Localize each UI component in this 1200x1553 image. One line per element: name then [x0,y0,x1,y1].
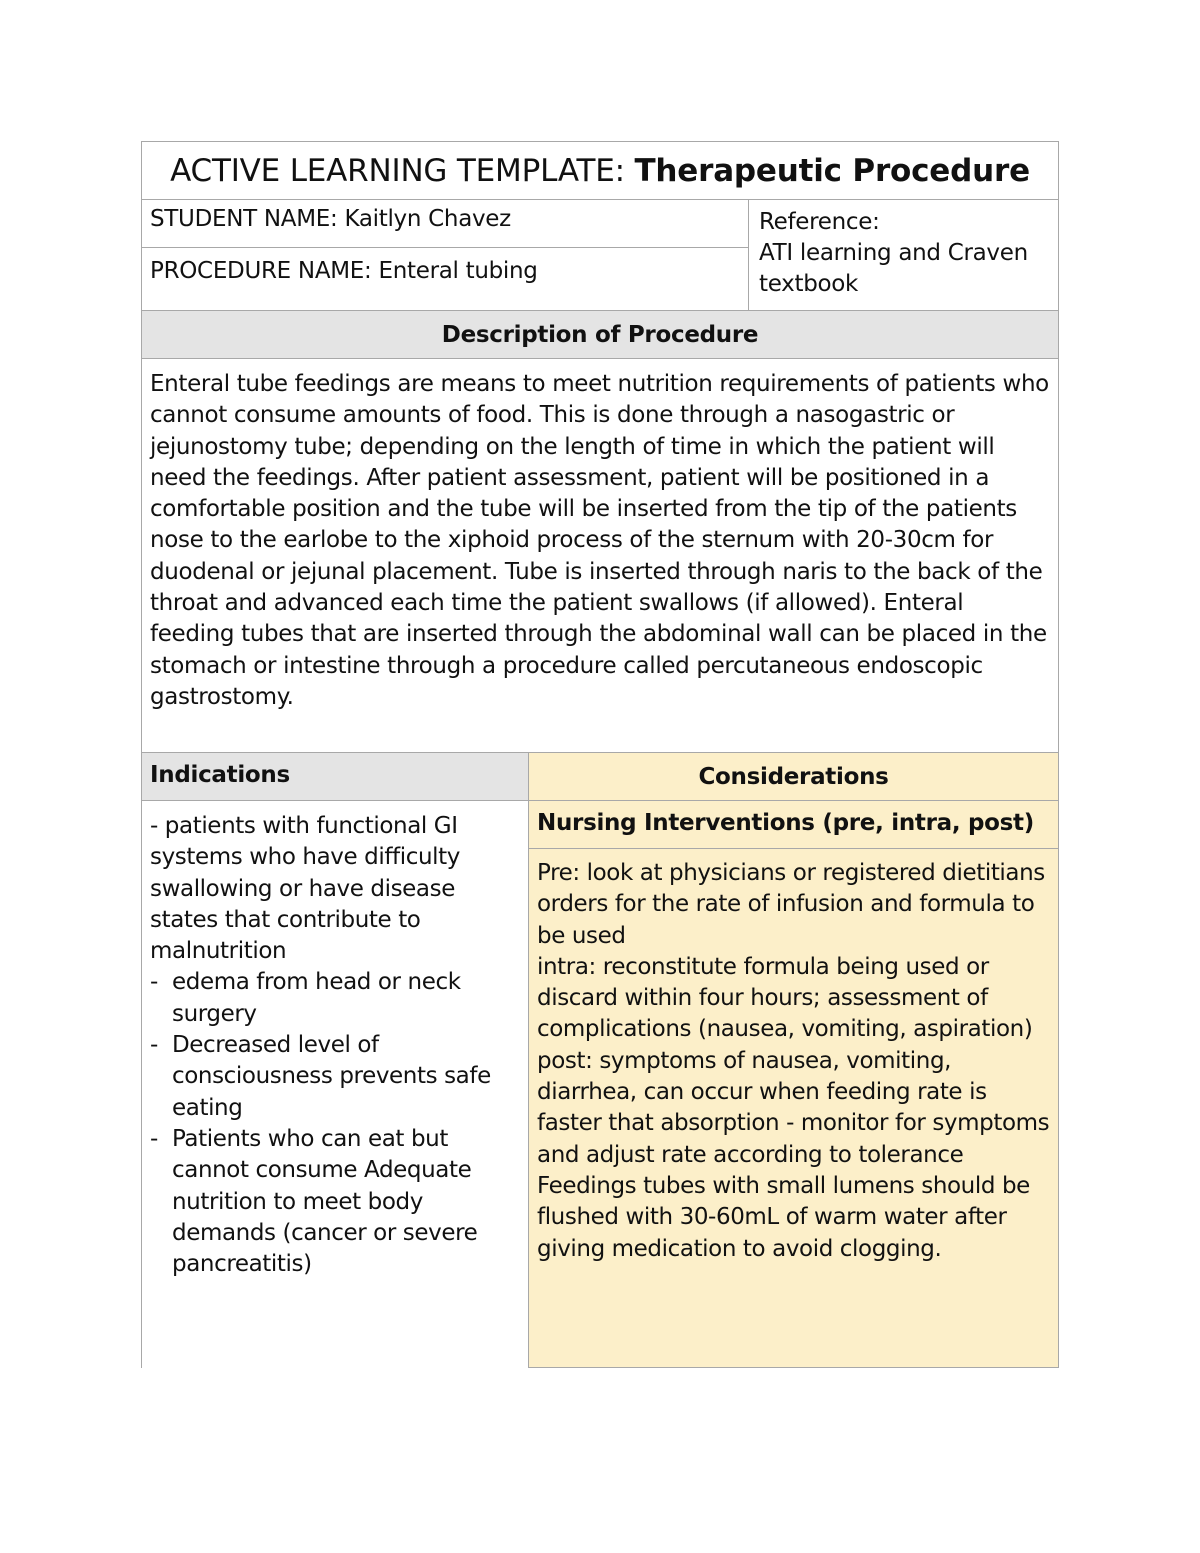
indications-lead: - patients with functional GI systems who have difficulty swallowing or have disease states that contribute to malnutrition [150,813,460,965]
list-item: - Decreased level of consciousness prevents safe eating [150,1030,520,1124]
student-name-value: Kaitlyn Chavez [344,206,511,232]
student-name-field [142,200,748,248]
indications-list [150,967,520,1280]
procedure-name-field [142,248,748,310]
student-name-label: STUDENT NAME: [150,206,338,232]
intervention-flush: Feedings tubes with small lumens should be flushed with 30-60mL of warm water after giving medication to avoid clogging. [537,1172,1030,1262]
title-row [141,141,1059,200]
description-text: Enteral tube feedings are means to meet nutrition requirements of patients who cannot consume amounts of food. This is done through a nasogastric or jejunostomy tube; depending on the length of time in which the patient will need the feedings. After patient assessment, patient will be positioned in a comfortable position and the tube will be inserted from the tip of the patients nose to the earlobe to the xiphoid process of the sternum with 20-30cm for duodenal or jejunal placement. Tube is inserted through naris to the back of the throat and advanced each time the patient swallows (if allowed). Enteral feeding tubes that are inserted through the abdominal wall can be placed in the stomach or intestine through a procedure called percutaneous endoscopic gastrostomy. [150,371,1049,710]
procedure-name-label: PROCEDURE NAME: [150,258,372,284]
reference-field [749,200,1058,310]
info-row [141,200,1059,311]
description-heading [141,311,1059,359]
considerations-heading-text: Considerations [698,763,889,790]
intervention-pre: Pre: look at physicians or registered dietitians orders for the rate of infusion and formula to be used [537,860,1045,949]
indications-body [142,801,529,1368]
page-title [170,153,1030,189]
template-label: ACTIVE LEARNING TEMPLATE: [170,152,625,189]
indications-heading: Indications [142,753,529,800]
description-body [141,359,1059,753]
reference-label: Reference: [759,209,880,235]
description-heading-text: Description of Procedure [441,321,759,348]
template-type: Therapeutic Procedure [634,152,1030,189]
intervention-intra: intra: reconstitute formula being used or discard within four hours; assessment of complications (nausea, vomiting, aspiration) [537,953,1033,1043]
list-item: - edema from head or neck surgery [150,967,520,1030]
considerations-body [529,801,1058,1368]
procedure-name-value: Enteral tubing [378,258,538,284]
nursing-interventions-text [529,849,1058,1367]
split-body-row [141,801,1059,1368]
info-left [142,200,749,310]
template-form [141,141,1059,1368]
reference-value: ATI learning and Craven textbook [759,240,1028,297]
intervention-post: post: symptoms of nausea, vomiting, diarrhea, can occur when feeding rate is faster that absorption - monitor for symptoms and adjust rate according to tolerance [537,1047,1050,1168]
nursing-interventions-heading: Nursing Interventions (pre, intra, post) [529,801,1058,849]
list-item: - Patients who can eat but cannot consume Adequate nutrition to meet body demands (cancer or severe pancreatitis) [150,1124,520,1280]
considerations-heading [529,753,1058,800]
split-heading-row [141,753,1059,801]
